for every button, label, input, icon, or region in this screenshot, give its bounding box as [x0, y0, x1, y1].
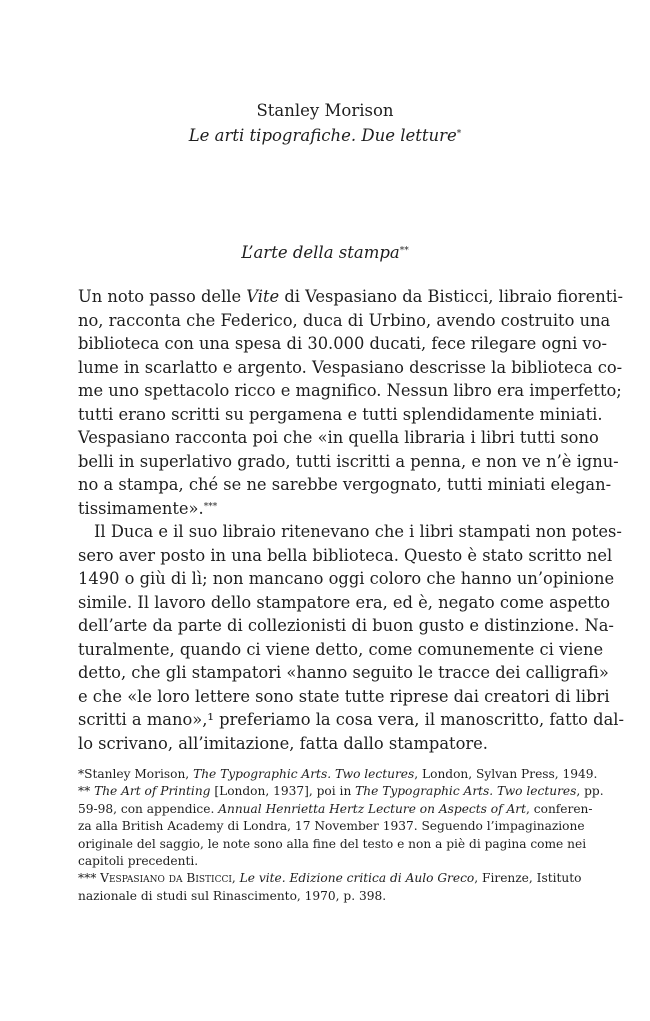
footnote-line: ** The Art of Printing [London, 1937], poi in The Typographic Arts. Two lectures, pp.: [78, 784, 604, 799]
body-line: no a stampa, ché se ne sarebbe vergognato, tutti miniati elegan-: [78, 475, 612, 494]
work-subtitle-text: Le arti tipografiche. Due letture: [188, 126, 457, 145]
body-text: [78, 285, 624, 755]
work-subtitle: [0, 123, 650, 148]
body-line: no, racconta che Federico, duca di Urbino, avendo costruito una: [78, 310, 611, 330]
body-line: lo scrivano, all’imitazione, fatta dallo stampatore.: [78, 733, 488, 753]
section-title-text: L’arte della stampa: [241, 243, 400, 262]
body-line: Il Duca e il suo libraio ritenevano che i libri stampati non potes-: [94, 522, 622, 541]
footnote-line: za alla British Academy di Londra, 17 November 1937. Seguendo l’impaginazione: [78, 819, 585, 834]
body-line: 1490 o giù di lì; non mancano oggi coloro che hanno un’opinione: [78, 569, 615, 588]
footnote-line: capitoli precedenti.: [78, 853, 199, 868]
body-line: Vespasiano racconta poi che «in quella libraria i libri tutti sono: [78, 428, 599, 447]
section-footnote-mark: **: [399, 246, 409, 256]
footnote-line: *** Vespasiano da Bisticci, Le vite. Edizione critica di Aulo Greco, Firenze, Istituto: [78, 871, 582, 886]
footnote-line: nazionale di studi sul Rinascimento, 1970, p. 398.: [78, 888, 387, 903]
body-line: tutti erano scritti su pergamena e tutti splendidamente miniati.: [78, 404, 603, 424]
body-line: detto, che gli stampatori «hanno seguito le tracce dei calligrafi»: [78, 663, 609, 682]
body-line: dell’arte da parte di collezionisti di buon gusto e distinzione. Na-: [78, 616, 614, 635]
body-line: belli in superlativo grado, tutti iscritti a penna, e non ve n’è ignu-: [78, 451, 619, 471]
body-line: simile. Il lavoro dello stampatore era, ed è, negato come aspetto: [78, 592, 611, 612]
subtitle-footnote-mark: *: [456, 129, 462, 139]
footnotes: [78, 766, 604, 905]
section-title: [0, 240, 650, 265]
body-line: Un noto passo delle Vite di Vespasiano da Bisticci, libraio fiorenti-: [78, 287, 623, 306]
body-line: e che «le loro lettere sono state tutte riprese dai creatori di libri: [78, 686, 610, 706]
body-line: turalmente, quando ci viene detto, come comunemente ci viene: [78, 639, 604, 659]
body-line: scritti a mano»,¹ preferiamo la cosa vera, il manoscritto, fatto dal-: [78, 710, 624, 729]
page-header: [0, 98, 650, 148]
author-name: Stanley Morison: [256, 101, 394, 120]
footnote-line: originale del saggio, le note sono alla fine del testo e non a piè di pagina come nei: [78, 836, 587, 851]
footnote-line: 59-98, con appendice. Annual Henrietta Hertz Lecture on Aspects of Art, conferen-: [78, 801, 593, 816]
body-line: lume in scarlatto e argento. Vespasiano descrisse la biblioteca co-: [78, 357, 623, 377]
footnote-line: *Stanley Morison, The Typographic Arts. Two lectures, London, Sylvan Press, 1949.: [78, 767, 598, 781]
body-line: sero aver posto in una bella biblioteca. Questo è stato scritto nel: [78, 545, 613, 565]
body-line: biblioteca con una spesa di 30.000 ducati, fece rilegare ogni vo-: [78, 334, 608, 353]
body-line: tissimamente».***: [78, 498, 218, 518]
body-line: me uno spettacolo ricco e magnifico. Nessun libro era imperfetto;: [78, 381, 622, 400]
